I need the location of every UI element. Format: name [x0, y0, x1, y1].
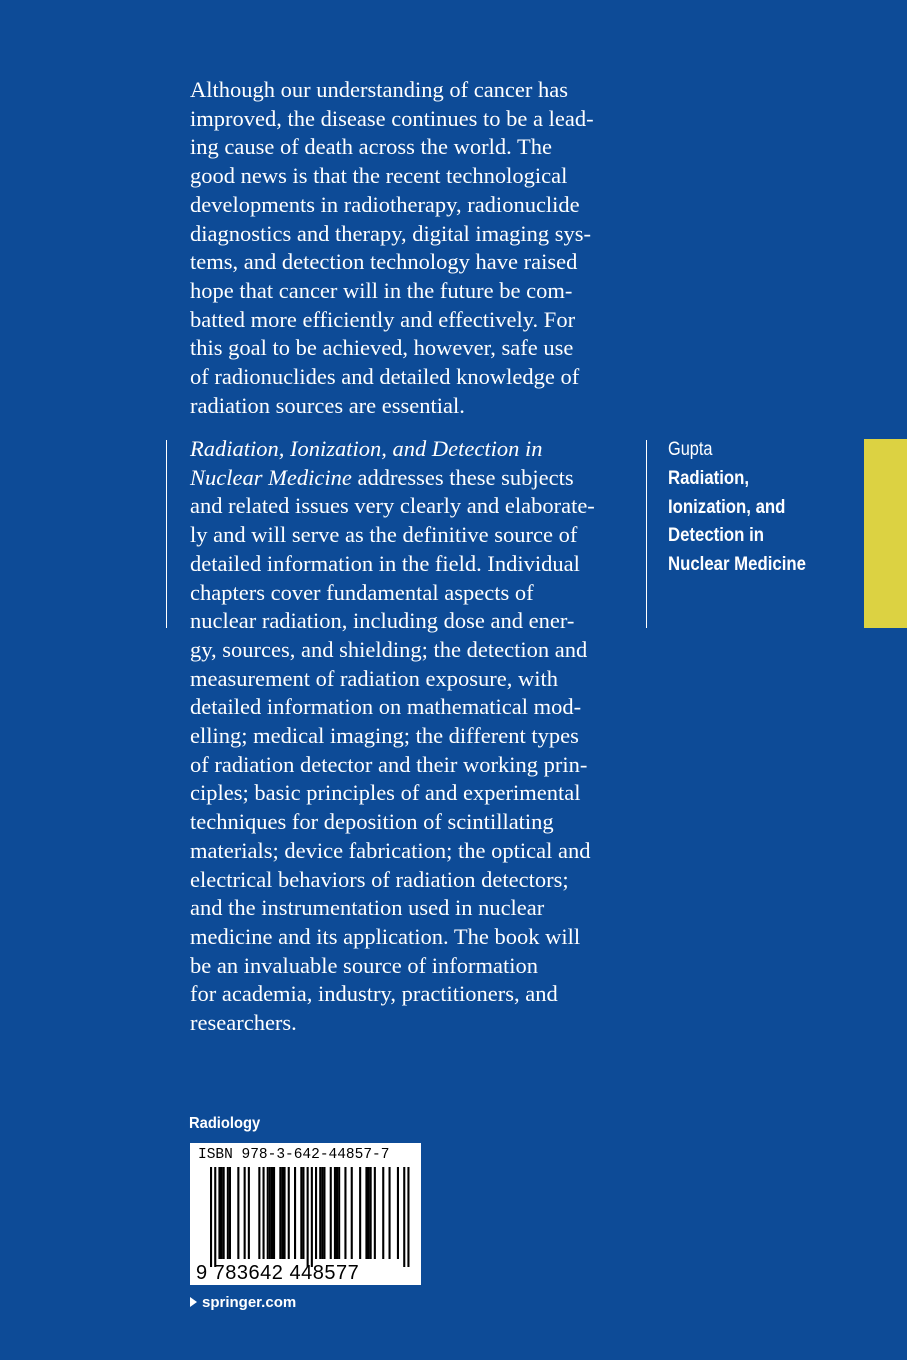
- blurb-line: ing cause of death across the world. The: [190, 134, 552, 160]
- barcode-bar: [389, 1167, 391, 1259]
- barcode-bar: [258, 1167, 260, 1259]
- blurb-line: [190, 435, 635, 464]
- isbn-label: ISBN 978-3-642-44857-7: [198, 1147, 390, 1163]
- blurb-line: tems, and detection technology have raised: [190, 249, 578, 275]
- book-title-italic: Radiation, Ionization, and Detection in: [190, 436, 543, 461]
- spine-author: Gupta: [668, 439, 713, 460]
- barcode-bar: [294, 1167, 296, 1259]
- blurb-line: researchers.: [190, 1010, 297, 1036]
- barcode-bar: [365, 1167, 367, 1259]
- spine-title-line: Detection in: [668, 524, 764, 546]
- blurb-line: detailed information in the field. Individual: [190, 550, 580, 576]
- barcode-bar: [359, 1167, 361, 1259]
- barcode-bar: [302, 1167, 304, 1259]
- barcode-bar: [336, 1167, 338, 1259]
- blurb-line: and the instrumentation used in nuclear: [190, 895, 545, 921]
- blurb-line: of radiation detector and their working prin-: [190, 751, 588, 777]
- blurb-line: diagnostics and therapy, digital imaging sys-: [190, 220, 591, 246]
- spine-title-line: Nuclear Medicine: [668, 552, 806, 575]
- barcode-bar: [351, 1167, 353, 1259]
- barcode-bar: [338, 1167, 340, 1259]
- barcode-bar: [218, 1167, 220, 1259]
- barcode-bar: [334, 1167, 336, 1259]
- barcode-bar: [273, 1167, 275, 1259]
- blurb-line: improved, the disease continues to be a lead-: [190, 105, 594, 131]
- blurb-line: for academia, industry, practitioners, and: [190, 981, 558, 1007]
- barcode-bar: [382, 1167, 384, 1259]
- barcode-bar: [279, 1167, 281, 1259]
- book-title-italic: Nuclear Medicine: [190, 464, 352, 490]
- barcode-bar: [321, 1167, 323, 1259]
- barcode-bar: [315, 1167, 317, 1259]
- website-label: springer.com: [202, 1294, 297, 1311]
- blurb-line: good news is that the recent technological: [190, 163, 568, 189]
- blurb-line: gy, sources, and shielding; the detection and: [190, 636, 588, 662]
- barcode-bar: [407, 1167, 409, 1267]
- blurb-line: radiation sources are essential.: [190, 392, 465, 418]
- spine-title-line: Radiation,: [668, 467, 750, 489]
- blurb-line: elling; medical imaging; the different types: [190, 723, 579, 749]
- yellow-accent-bar: [864, 439, 907, 628]
- barcode-bar: [323, 1167, 325, 1259]
- barcode-bar: [300, 1167, 302, 1259]
- blurb-line: [190, 464, 635, 493]
- blurb-paragraph-1: [190, 76, 635, 420]
- barcode-bar: [263, 1167, 265, 1259]
- blurb-line: detailed information on mathematical mod-: [190, 694, 582, 720]
- barcode-bar: [214, 1167, 216, 1267]
- barcode-bar: [221, 1167, 223, 1259]
- barcode-bar: [267, 1167, 269, 1259]
- blurb-line: materials; device fabrication; the optical and: [190, 837, 591, 863]
- barcode-bar: [311, 1167, 313, 1267]
- barcode-bar: [223, 1167, 225, 1259]
- spine-title: [668, 464, 831, 578]
- blurb-line: measurement of radiation exposure, with: [190, 665, 559, 691]
- barcode-bar: [229, 1167, 231, 1259]
- barcode-bar: [244, 1167, 246, 1259]
- barcode-bar: [307, 1167, 309, 1267]
- blurb-line: and related issues very clearly and elaborate-: [190, 493, 595, 519]
- barcode-bar: [397, 1167, 399, 1259]
- blurb-line: of radionuclides and detailed knowledge of: [190, 364, 580, 390]
- ean-digits: 9 783642 448577: [196, 1262, 360, 1284]
- blurb-text: addresses these subjects: [351, 464, 574, 490]
- blurb-line: this goal to be achieved, however, safe use: [190, 335, 574, 361]
- barcode-bar: [344, 1167, 346, 1259]
- spine-title-line: Ionization, and: [668, 495, 786, 518]
- barcode-bar: [269, 1167, 271, 1259]
- barcode-bar: [248, 1167, 250, 1259]
- barcode-bar: [284, 1167, 286, 1259]
- blurb-paragraph-2: [190, 435, 635, 1038]
- barcode-bar: [227, 1167, 229, 1259]
- arrow-icon: [190, 1297, 197, 1307]
- left-rule: [166, 440, 167, 628]
- blurb-line: developments in radiotherapy, radionuclide: [190, 191, 580, 217]
- barcode-bar: [271, 1167, 273, 1259]
- blurb-line: ly and will serve as the definitive source of: [190, 522, 578, 548]
- barcode: [190, 1143, 421, 1285]
- barcode-bar: [330, 1167, 332, 1259]
- barcode-bar: [237, 1167, 239, 1259]
- blurb-line: ciples; basic principles of and experimental: [190, 780, 581, 806]
- blurb-line: nuclear radiation, including dose and ener-: [190, 608, 575, 634]
- barcode-bar: [374, 1167, 376, 1259]
- blurb-line: chapters cover fundamental aspects of: [190, 579, 534, 605]
- barcode-bar: [319, 1167, 321, 1259]
- blurb-line: electrical behaviors of radiation detectors;: [190, 866, 569, 892]
- blurb-line: medicine and its application. The book will: [190, 923, 581, 949]
- blurb-line: Although our understanding of cancer has: [190, 77, 569, 102]
- blurb-line: hope that cancer will in the future be com-: [190, 277, 573, 303]
- right-rule: [646, 440, 647, 628]
- website-link[interactable]: [190, 1293, 296, 1313]
- category-label: Radiology: [189, 1115, 261, 1132]
- blurb-line: be an invaluable source of information: [190, 952, 539, 978]
- blurb-line: batted more efficiently and effectively. For: [190, 306, 576, 332]
- barcode-bar: [370, 1167, 372, 1259]
- barcode-bar: [403, 1167, 405, 1267]
- barcode-bar: [288, 1167, 290, 1259]
- barcode-bar: [210, 1167, 212, 1267]
- blurb-line: techniques for deposition of scintillating: [190, 809, 554, 835]
- barcode-bar: [368, 1167, 370, 1259]
- barcode-bar: [281, 1167, 283, 1259]
